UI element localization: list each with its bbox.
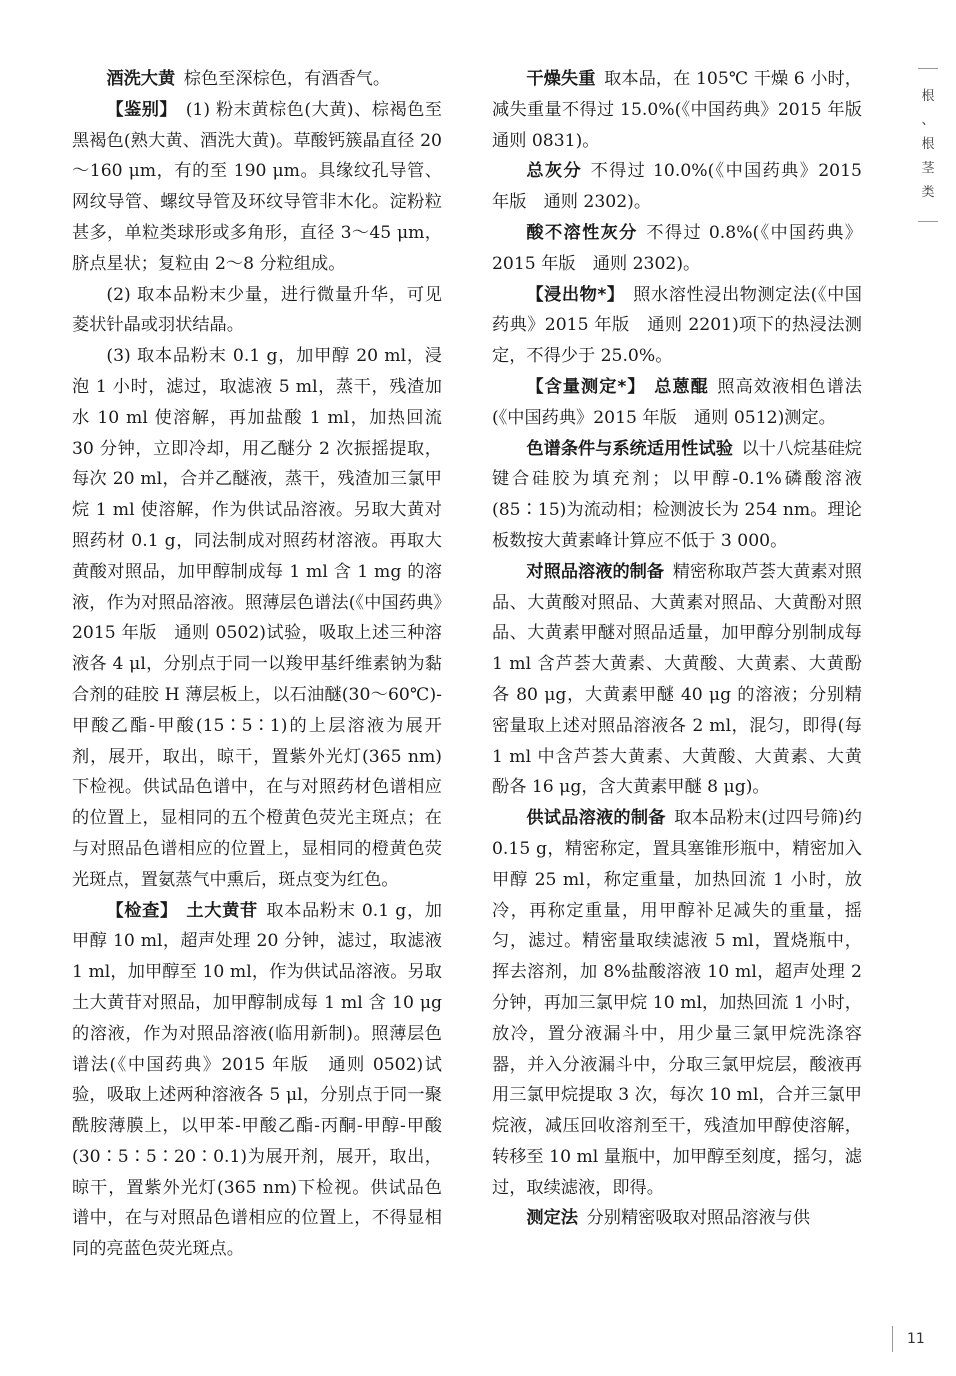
paragraph-acid-insoluble-ash xyxy=(492,218,862,280)
side-tab-char: 、 xyxy=(921,113,935,128)
paragraph-assay xyxy=(492,372,862,434)
paragraph-text: 照水溶性浸出物测定法(《中国药典》2015 年版 通则 2201)项下的热浸法测定，不得少于 25.0%。 xyxy=(492,284,862,367)
section-heading: 【含量测定*】 xyxy=(526,376,646,397)
side-tab-char: 根 xyxy=(921,89,935,104)
section-heading: 总灰分 xyxy=(526,161,582,182)
side-tab-char: 茎 xyxy=(921,161,935,176)
paragraph-text: (1) 粉末黄棕色(大黄)、棕褐色至黑褐色(熟大黄、酒洗大黄)。草酸钙簇晶直径 20～160 μm，有的至 190 μm。具缘纹孔导管、网纹导管、螺纹导管及环纹导管非木化。淀粉粒甚多，单粒类球形或多角形，直径 3～45 μm，脐点星状；复粒由 2～8 分粒组成。 xyxy=(72,99,442,274)
paragraph-text: 棕色至深棕色，有酒香气。 xyxy=(183,69,391,89)
paragraph-text: 精密称取芦荟大黄素对照品、大黄酸对照品、大黄素对照品、大黄酚对照品、大黄素甲醚对照品适量，加甲醇分别制成每 1 ml 含芦荟大黄素、大黄酸、大黄素、大黄酚各 80 μg，大黄素甲醚 40 μg 的溶液；分别精密量取上述对照品溶液各 2 ml，混匀，即得(每 1 ml 中含芦荟大黄素、大黄酸、大黄素、大黄酚各 16 μg，含大黄素甲醚 8 μg)。 xyxy=(492,561,862,798)
subsection-heading: 土大黄苷 xyxy=(186,900,258,921)
paragraph-text: 取本品粉末(过四号筛)约 0.15 g，精密称定，置具塞锥形瓶中，精密加入甲醇 25 ml，称定重量，加热回流 1 小时，放冷，再称定重量，用甲醇补足减失的重量，摇匀，滤过。精密量取续滤液 5 ml，置烧瓶中，挥去溶剂，加 8%盐酸溶液 10 ml，超声处理 2 分钟，再加三氯甲烷 10 ml，加热回流 1 小时，放冷，置分液漏斗中，用少量三氯甲烷洗涤容器，并入分液漏斗中，分取三氯甲烷层，酸液再用三氯甲烷提取 3 次，每次 10 ml，合并三氯甲烷液，减压回收溶剂至干，残渣加甲醇使溶解，转移至 10 ml 量瓶中，加甲醇至刻度，摇匀，滤过，取续滤液，即得。 xyxy=(492,808,862,1198)
paragraph-text: 分别精密吸取对照品溶液与供 xyxy=(586,1208,811,1229)
section-heading: 酸不溶性灰分 xyxy=(526,222,638,243)
paragraph-total-ash xyxy=(492,156,862,218)
paragraph-inspection xyxy=(72,896,442,1266)
section-heading: 【浸出物*】 xyxy=(526,284,625,305)
page-number: 11 xyxy=(892,1326,925,1352)
paragraph-text: 取本品，在 105℃ 干燥 6 小时，减失重量不得过 15.0%(《中国药典》2015 年版 通则 0831)。 xyxy=(492,69,880,151)
paragraph-text: 不得过 10.0%(《中国药典》2015 年版 通则 2302)。 xyxy=(492,161,862,213)
paragraph-loss-on-drying xyxy=(492,64,880,156)
section-heading: 色谱条件与系统适用性试验 xyxy=(526,438,733,459)
paragraph-identification-3: (3) 取本品粉末 0.1 g，加甲醇 20 ml，浸泡 1 小时，滤过，取滤液 5 ml，蒸干，残渣加水 10 ml 使溶解，再加盐酸 1 ml，加热回流 30 分钟，立即冷却，用乙醚分 2 次振摇提取，每次 20 ml，合并乙醚液，蒸干，残渣加三氯甲烷 1 ml 使溶解，作为供试品溶液。另取大黄对照药材 0.1 g，同法制成对照药材溶液。再取大黄酸对照品，加甲醇制成每 1 ml 含 1 mg 的溶液，作为对照品溶液。照薄层色谱法(《中国药典》2015 年版 通则 0502)试验，吸取上述三种溶液各 4 μl，分别点于同一以羧甲基纤维素钠为黏合剂的硅胶 H 薄层板上，以石油醚(30～60℃)-甲酸乙酯-甲酸(15∶5∶1)的上层溶液为展开剂，展开，取出，晾干，置紫外光灯(365 nm)下检视。供试品色谱中，在与对照药材色谱相应的位置上，显相同的五个橙黄色荧光主斑点；在与对照品色谱相应的位置上，显相同的橙黄色荧光斑点，置氨蒸气中熏后，斑点变为红色。 xyxy=(72,346,442,890)
paragraph-identification-2: (2) 取本品粉末少量，进行微量升华，可见菱状针晶或羽状结晶。 xyxy=(72,284,442,336)
section-heading: 对照品溶液的制备 xyxy=(526,561,665,582)
paragraph-procedure xyxy=(492,1203,862,1234)
paragraph-wine-washed-rhubarb xyxy=(72,64,442,95)
section-heading: 供试品溶液的制备 xyxy=(526,808,666,829)
section-heading: 酒洗大黄 xyxy=(106,69,176,89)
right-column xyxy=(492,64,880,1234)
paragraph-extractives xyxy=(492,280,862,372)
paragraph-text: 照高效液相色谱法(《中国药典》2015 年版 通则 0512)测定。 xyxy=(492,376,862,428)
section-heading: 干燥失重 xyxy=(526,69,596,89)
left-column xyxy=(72,64,442,1265)
chapter-side-tab xyxy=(918,68,938,222)
paragraph-text: 不得过 0.8%(《中国药典》2015 年版 通则 2302)。 xyxy=(492,222,862,274)
paragraph-text: 取本品粉末 0.1 g，加甲醇 10 ml，超声处理 20 分钟，滤过，取滤液 1 ml，加甲醇至 10 ml，作为供试品溶液。另取土大黄苷对照品，加甲醇制成每 1 ml 含 10 μg 的溶液，作为对照品溶液(临用新制)。照薄层色谱法(《中国药典》2015 年版 通则 0502)试验，吸取上述两种溶液各 5 μl，分别点于同一聚酰胺薄膜上，以甲苯-甲酸乙酯-丙酮-甲醇-甲酸(30∶5∶5∶20∶0.1)为展开剂，展开，取出，晾干，置紫外光灯(365 nm)下检视。供试品色谱中，在与对照品色谱相应的位置上，不得显相同的亮蓝色荧光斑点。 xyxy=(72,900,442,1260)
section-heading: 测定法 xyxy=(526,1208,578,1229)
subsection-heading: 总蒽醌 xyxy=(654,376,709,397)
section-heading: 【检查】 xyxy=(106,900,178,921)
side-tab-char: 根 xyxy=(921,137,935,152)
paragraph-test-solution xyxy=(492,803,862,1203)
paragraph-text: 以十八烷基硅烷键合硅胶为填充剂；以甲醇-0.1%磷酸溶液(85∶15)为流动相；检测波长为 254 nm。理论板数按大黄素峰计算应不低于 3 000。 xyxy=(492,438,862,551)
section-heading: 【鉴别】 xyxy=(106,99,178,120)
paragraph-chromatographic-conditions xyxy=(492,434,862,557)
paragraph-reference-solution xyxy=(492,557,862,803)
paragraph-identification-1 xyxy=(72,95,442,280)
side-tab-char: 类 xyxy=(921,185,935,200)
